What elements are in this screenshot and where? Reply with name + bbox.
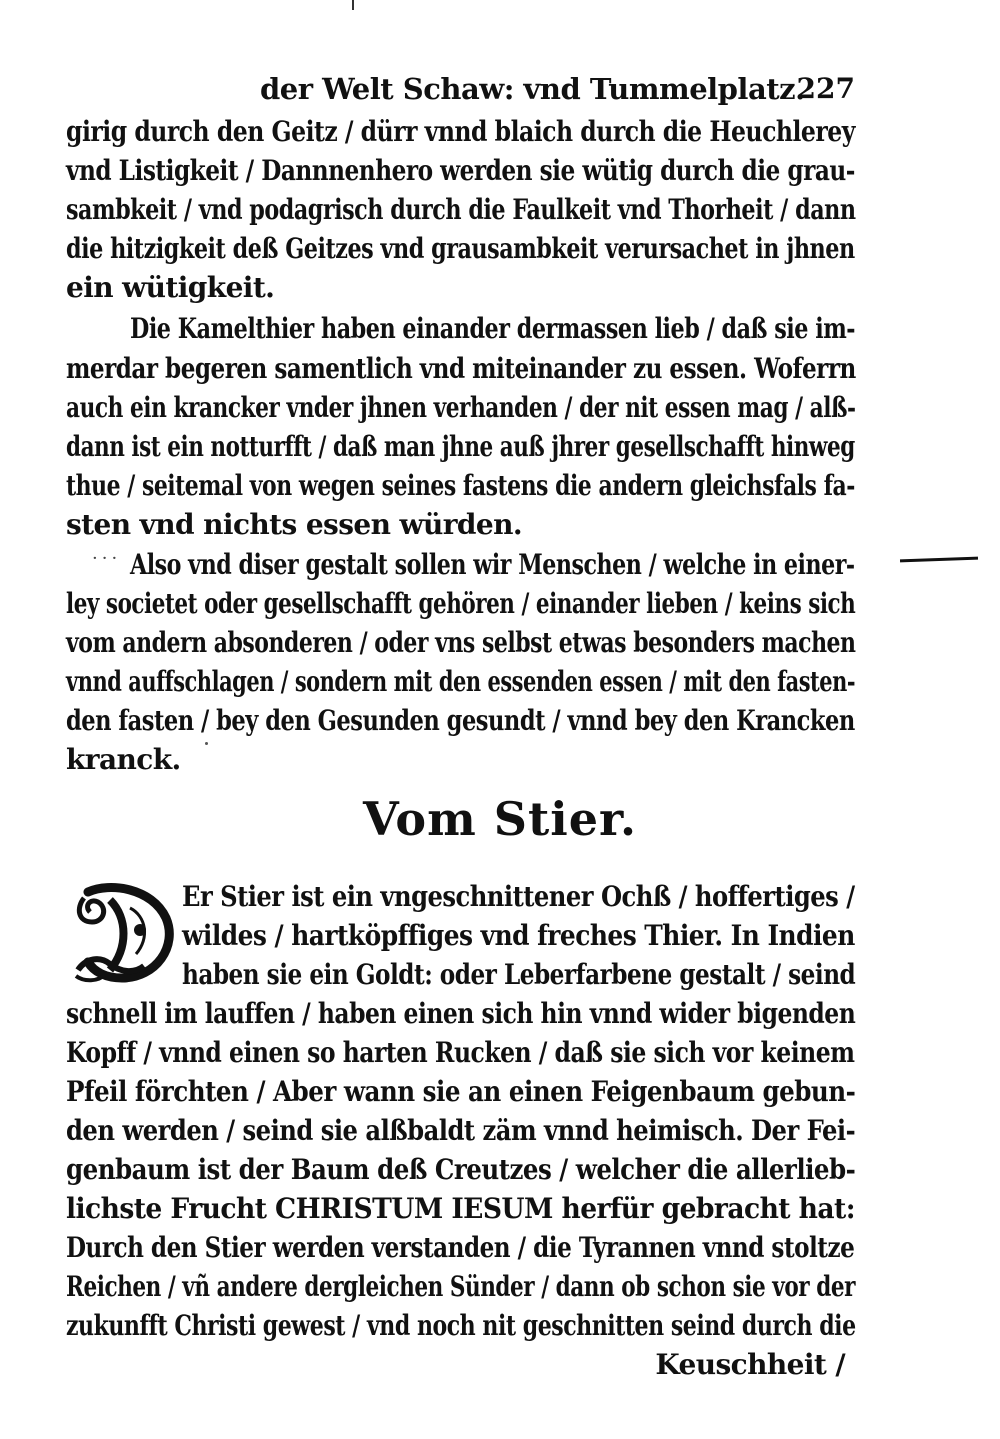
page-number: 227 <box>796 72 855 105</box>
catchword: Keuschheit / <box>655 1348 845 1381</box>
text-line: vnnd auffschlagen / sondern mit den essenden essen / mit den fasten- <box>66 665 856 698</box>
stray-dot <box>205 742 208 745</box>
margin-rule <box>900 557 978 563</box>
text-line: vnd Listigkeit / Dannnenhero werden sie wütig durch die grau- <box>66 154 855 187</box>
text-line: dann ist ein notturfft / daß man jhne auß jhrer gesellschafft hinweg <box>66 430 855 463</box>
text-line: thue / seitemal von wegen seines fastens die andern gleichsfals fa- <box>66 469 855 502</box>
page-header <box>60 72 855 112</box>
text-line: girig durch den Geitz / dürr vnnd blaich durch die Heuchlerey <box>66 115 855 148</box>
text-line: sten vnd nichts essen würden. <box>66 508 522 541</box>
text-line: sambkeit / vnd podagrisch durch die Faulkeit vnd Thorheit / dann <box>66 193 856 226</box>
text-line: kranck. <box>66 743 181 776</box>
text-line: haben sie ein Goldt: oder Leberfarbene gestalt / seind <box>182 958 856 991</box>
text-line: lichste Frucht CHRISTUM IESUM herfür gebracht hat: <box>66 1192 855 1225</box>
text-line: Die Kamelthier haben einander dermassen lieb / daß sie im- <box>130 312 856 345</box>
section-title: Vom Stier. <box>362 792 638 846</box>
text-line: Pfeil förchten / Aber wann sie an einen Feigenbaum gebun- <box>66 1075 856 1108</box>
text-line: den werden / seind sie alßbaldt zäm vnnd heimisch. Der Fei- <box>66 1114 856 1147</box>
text-line: Kopff / vnnd einen so harten Rucken / daß sie sich vor keinem <box>66 1036 855 1069</box>
top-edge-mark <box>352 0 354 10</box>
text-line: ein wütigkeit. <box>66 271 275 304</box>
text-line: genbaum ist der Baum deß Creutzes / welcher die allerlieb- <box>66 1153 856 1186</box>
decorative-initial-d-icon <box>70 878 176 986</box>
text-line: zukunfft Christi gewest / vnd noch nit geschnitten seind durch die <box>66 1309 856 1342</box>
text-line: den fasten / bey den Gesunden gesundt / vnnd bey den Krancken <box>66 704 855 737</box>
ornament-dots: ··· <box>92 548 122 569</box>
text-line: vom andern absonderen / oder vns selbst etwas besonders machen <box>66 626 856 659</box>
text-line: schnell im lauffen / haben einen sich hin vnnd wider bigenden <box>66 997 856 1030</box>
running-head: der Welt Schaw: vnd Tummelplatz. <box>260 72 805 106</box>
text-line: wildes / hartköpffiges vnd freches Thier. In Indien <box>182 919 855 952</box>
text-line: ley societet oder gesellschafft gehören / einander lieben / keins sich <box>66 587 856 620</box>
text-line: Durch den Stier werden verstanden / die Tyrannen vnnd stoltze <box>66 1231 855 1264</box>
text-line: merdar begeren samentlich vnd miteinander zu essen. Woferrn <box>66 352 856 385</box>
text-line: auch ein krancker vnder jhnen verhanden / der nit essen mag / alß- <box>66 391 856 424</box>
text-line: Also vnd diser gestalt sollen wir Menschen / welche in einer- <box>130 548 855 581</box>
text-line: Er Stier ist ein vngeschnittener Ochß / hoffertiges / <box>182 880 855 913</box>
text-line: Reichen / vñ andere dergleichen Sünder / dann ob schon sie vor der <box>66 1270 855 1303</box>
text-line: die hitzigkeit deß Geitzes vnd grausambkeit verursachet in jhnen <box>66 232 855 265</box>
